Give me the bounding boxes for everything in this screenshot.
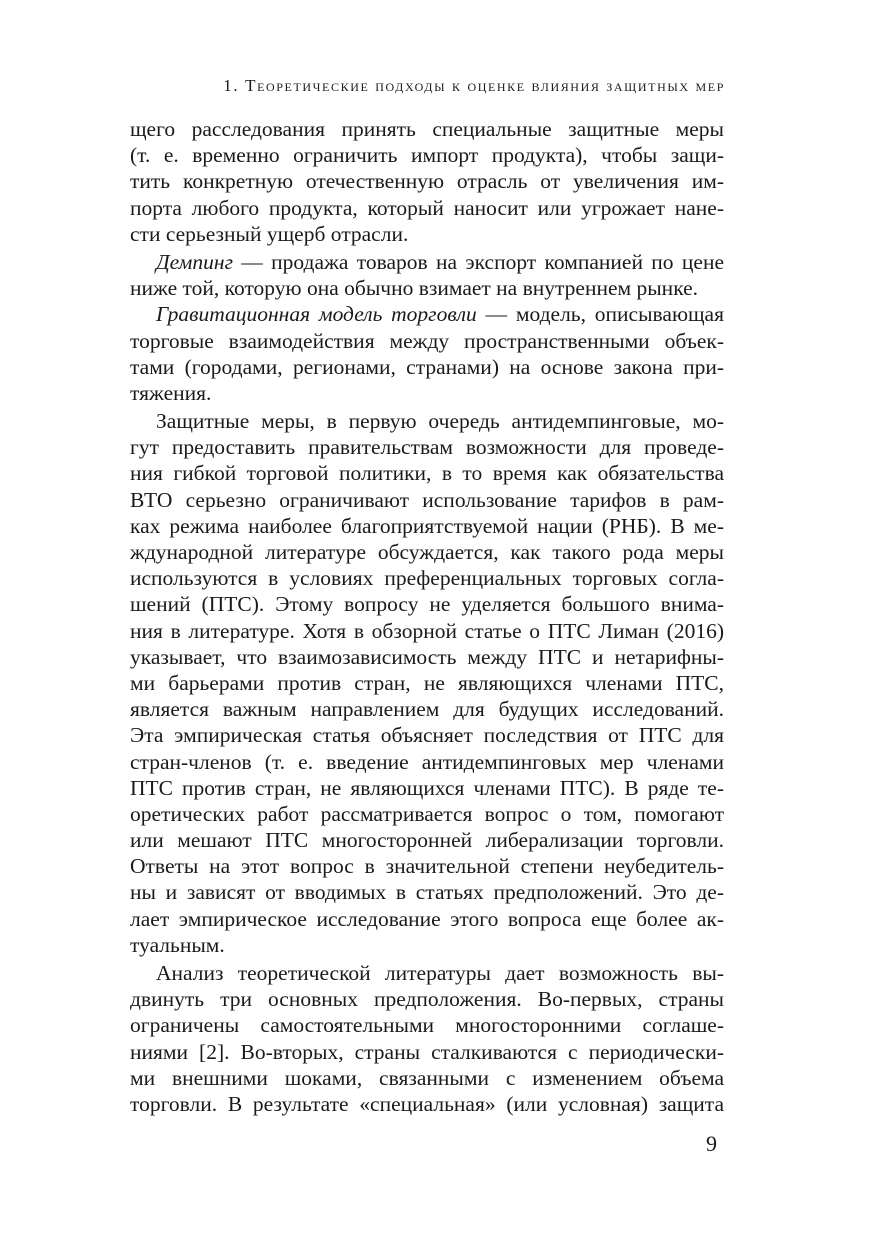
text-line: (т. е. временно ограничить импорт продукта), чтобы защи-: [130, 143, 724, 168]
paragraph-protective-measures: [130, 408, 724, 958]
text-line: является важным направлением для будущих исследований.: [130, 697, 724, 722]
text-line: ми внешними шоками, связанными с изменением объема: [130, 1065, 724, 1090]
text-line: сти серьезный ущерб отрасли.: [130, 221, 409, 246]
term-gravity-model: Гравитационная модель торговли: [156, 302, 477, 327]
text-line: лает эмпирическое исследование этого вопроса еще более ак-: [130, 906, 724, 931]
text-line: ках режима наиболее благоприятствуемой нации (РНБ). В ме-: [130, 513, 724, 538]
text-line: порта любого продукта, который наносит или угрожает нане-: [130, 195, 724, 220]
text-line: торговли. В результате «специальная» (или условная) защита: [130, 1091, 724, 1116]
text-line: ния гибкой торговой политики, в то время как обязательства: [130, 461, 724, 486]
text-line: ны и зависят от вводимых в статьях предположений. Это де-: [130, 880, 724, 905]
text-line: тами (городами, регионами, странами) на основе закона при-: [130, 354, 724, 379]
definition-text: — модель, описывающая: [476, 302, 724, 327]
term-dumping: Демпинг: [156, 249, 233, 274]
text-line: Эта эмпирическая статья объясняет последствия от ПТС для: [130, 723, 724, 748]
page-number: 9: [706, 1131, 717, 1156]
text-line: тить конкретную отечественную отрасль от увеличения им-: [130, 169, 724, 194]
body-text: [130, 116, 724, 1117]
text-line: [130, 301, 724, 327]
text-line: торговые взаимодействия между пространственными объек-: [130, 328, 724, 353]
text-line: Ответы на этот вопрос в значительной степени неубедитель-: [130, 854, 724, 879]
text-line: [130, 249, 724, 275]
text-line: туальным.: [130, 932, 225, 957]
text-line: гут предоставить правительствам возможности для проведе-: [130, 435, 724, 460]
text-line: ниже той, которую она обычно взимает на внутреннем рынке.: [130, 276, 699, 301]
text-line: используются в условиях преференциальных торговых согла-: [130, 566, 724, 591]
paragraph-dumping-definition: [130, 249, 724, 301]
text-line: ПТС против стран, не являющихся членами ПТС). В ряде те-: [130, 775, 724, 800]
text-line: ния в литературе. Хотя в обзорной статье о ПТС Лиман (2016): [130, 618, 724, 643]
text-line: или мешают ПТС многосторонней либерализации торговли.: [130, 828, 724, 853]
text-line: тяжения.: [130, 380, 212, 405]
paragraph-1: [130, 116, 724, 247]
text-line: ВТО серьезно ограничивают использование тарифов в рам-: [130, 487, 724, 512]
text-line: ниями [2]. Во-вторых, страны сталкиваются с периодически-: [130, 1039, 724, 1064]
paragraph-theoretical-analysis: [130, 960, 724, 1117]
text-line: указывает, что взаимозависимость между ПТС и нетарифны-: [130, 644, 724, 669]
text-line: шений (ПТС). Этому вопросу не уделяется большого внима-: [130, 592, 724, 617]
text-line: двинуть три основных предположения. Во-первых, страны: [130, 987, 724, 1012]
text-line: стран-членов (т. е. введение антидемпинговых мер членами: [130, 749, 724, 774]
running-head: 1. Теоретические подходы к оценке влияния защитных мер: [223, 76, 725, 95]
text-line: щего расследования принять специальные защитные меры: [130, 117, 724, 141]
text-line: ограничены самостоятельными многосторонними соглаше-: [130, 1013, 724, 1038]
text-line: ждународной литературе обсуждается, как такого рода меры: [130, 540, 724, 564]
definition-text: — продажа товаров на экспорт компанией по цене: [232, 249, 724, 274]
text-line: ми барьерами против стран, не являющихся членами ПТС,: [130, 670, 724, 695]
paragraph-gravity-model-definition: [130, 301, 724, 406]
text-line: Защитные меры, в первую очередь антидемпинговые, мо-: [156, 409, 724, 434]
text-line: оретических работ рассматривается вопрос о том, помогают: [130, 801, 724, 826]
text-line: Анализ теоретической литературы дает возможность вы-: [156, 961, 724, 985]
